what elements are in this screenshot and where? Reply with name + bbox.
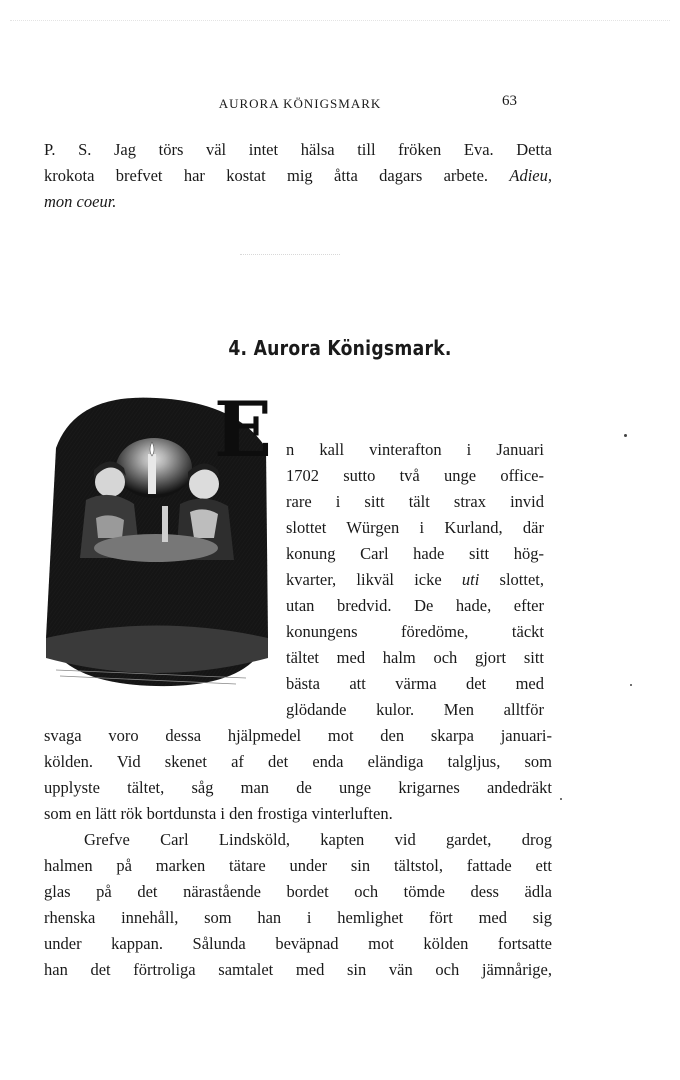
text-line: konung Carl hade sitt hög- <box>286 544 544 563</box>
text-line: upplyste tältet, såg man de unge krigarnes andedräkt <box>44 778 552 797</box>
text-line: bästa att värma det med <box>286 674 544 693</box>
text-line: kölden. Vid skenet af det enda eländiga talgljus, som <box>44 752 552 771</box>
text-line: konungens föredöme, täckt <box>286 622 544 641</box>
text-line: under kappan. Sålunda beväpnad mot kölden fortsatte <box>44 934 552 953</box>
section-divider <box>240 254 340 255</box>
text-line: Grefve Carl Lindsköld, kapten vid gardet, drog <box>84 830 552 849</box>
text-line: utan bredvid. De hade, efter <box>286 596 544 615</box>
wrapped-paragraph <box>286 437 544 723</box>
text-line <box>44 163 552 189</box>
text-span: krokota brefvet har kostat mig åtta dagars arbete. <box>44 166 489 185</box>
text-line: P. S. Jag törs väl intet hälsa till fröken Eva. Detta <box>44 140 552 159</box>
text-line: rhenska innehåll, som han i hemlighet fört med sig <box>44 908 552 927</box>
scan-speck <box>624 434 627 437</box>
text-line: glas på det närastående bordet och tömde dess ädla <box>44 882 552 901</box>
text-line: som en lätt rök bortdunsta i den frostiga vinterluften. <box>44 804 393 823</box>
text-line: han det förtroliga samtalet med sin vän och jämnårige, <box>44 960 552 979</box>
scan-speck <box>560 798 562 800</box>
body-paragraph <box>44 723 552 983</box>
drop-cap: E <box>214 388 272 474</box>
chapter-illustration <box>36 388 272 692</box>
text-line: halmen på marken tätare under sin tältstol, fattade ett <box>44 856 552 875</box>
chapter-title: 4. Aurora Königsmark. <box>228 336 452 360</box>
postscript-paragraph <box>44 137 552 215</box>
text-line: glödande kulor. Men alltför <box>286 700 544 719</box>
running-header: AURORA KÖNIGSMARK <box>218 96 382 111</box>
text-span: kvarter, likväl icke <box>286 570 442 589</box>
text-line: tältet med halm och gjort sitt <box>286 648 544 667</box>
text-span: slottet, <box>499 570 544 589</box>
text-line: n kall vinterafton i Januari <box>286 440 544 459</box>
scan-speck <box>630 684 632 686</box>
scan-noise-line <box>10 20 670 21</box>
italic-text: uti <box>461 570 480 589</box>
text-line: rare i sitt tält strax invid <box>286 492 544 511</box>
italic-line: mon coeur. <box>44 192 117 211</box>
italic-text: Adieu, <box>509 166 553 185</box>
page-number: 63 <box>502 93 517 109</box>
text-line: slottet Würgen i Kurland, där <box>286 518 544 537</box>
text-line: 1702 sutto två unge office- <box>286 466 544 485</box>
text-line <box>286 567 544 593</box>
text-line: svaga voro dessa hjälpmedel mot den skarpa januari- <box>44 726 552 745</box>
